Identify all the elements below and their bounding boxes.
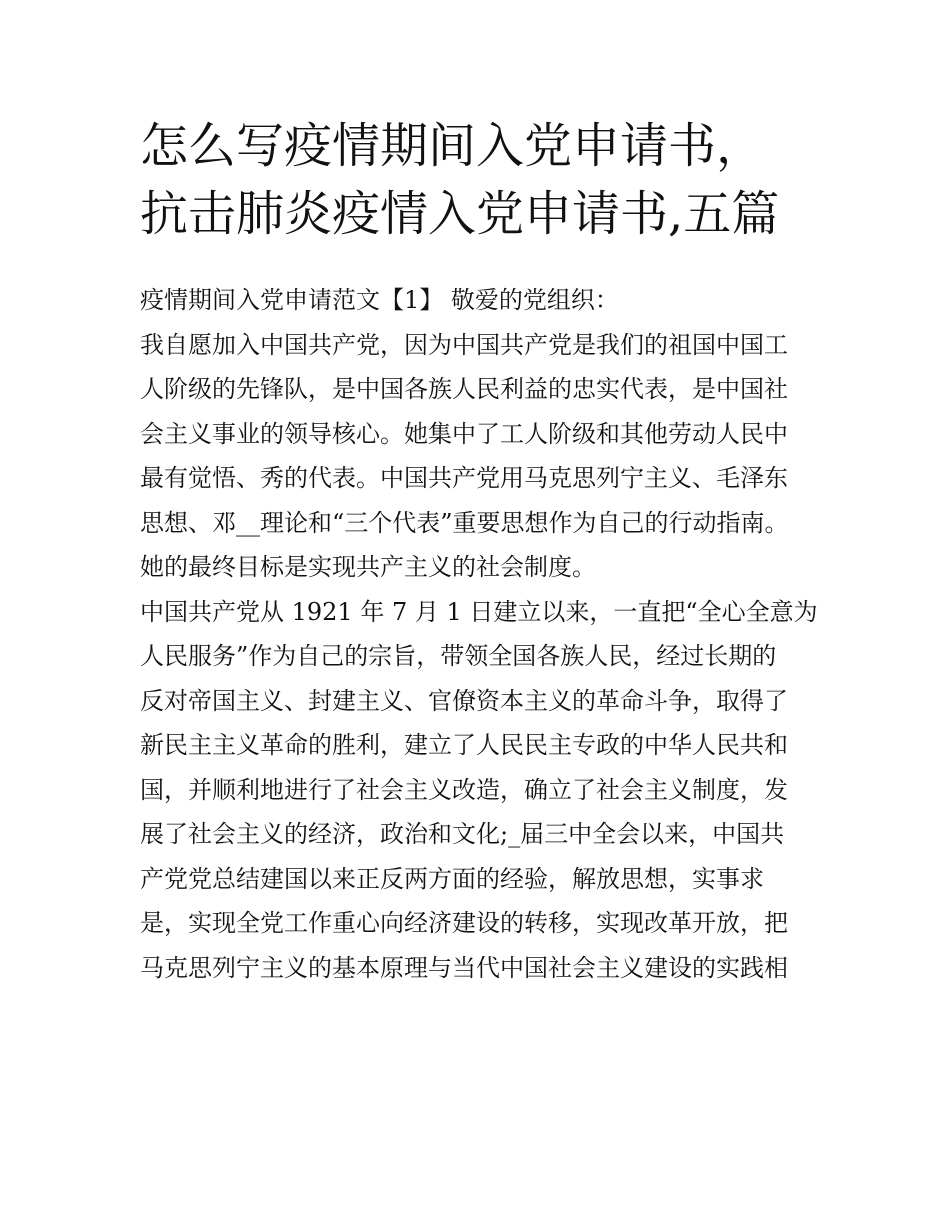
- text-line: 她的最终目标是实现共产主义的社会制度。: [140, 553, 596, 581]
- text-line: 会主义事业的领导核心。她集中了工人阶级和其他劳动人民中: [140, 419, 788, 448]
- text-line: 是，实现全党工作重心向经济建设的转移，实现改革开放，把: [140, 909, 788, 937]
- document-title: [140, 112, 840, 248]
- paragraph-1: [140, 323, 812, 590]
- text-line: 国，并顺利地进行了社会主义改造，确立了社会主义制度，发: [140, 775, 788, 804]
- text-line: 思想、邓__理论和“三个代表”重要思想作为自己的行动指南。: [140, 508, 789, 537]
- text-line: 马克思列宁主义的基本原理与当代中国社会主义建设的实践相: [140, 953, 788, 982]
- text-line: 我自愿加入中国共产党，因为中国共产党是我们的祖国中国工: [140, 330, 788, 359]
- text-line: 产党党总结建国以来正反两方面的经验，解放思想，实事求: [140, 864, 764, 893]
- text-line: 新民主主义革命的胜利，建立了人民民主专政的中华人民共和: [140, 731, 788, 759]
- document-body: [140, 278, 818, 990]
- paragraph-2: [140, 590, 818, 991]
- salutation-line: 疫情期间入党申请范文【1】 敬爱的党组织：: [140, 286, 619, 314]
- title-line-1: 怎么写疫情期间入党申请书，: [140, 118, 765, 174]
- title-line-2: 抗击肺炎疫情入党申请书,五篇: [140, 186, 780, 242]
- text-line: 中国共产党从 1921 年 7 月 1 日建立以来，一直把“全心全意为: [140, 597, 818, 626]
- text-line: 最有觉悟、秀的代表。中国共产党用马克思列宁主义、毛泽东: [140, 464, 788, 492]
- text-line: 人阶级的先锋队，是中国各族人民利益的忠实代表，是中国社: [140, 375, 788, 403]
- text-line: 展了社会主义的经济，政治和文化;_届三中全会以来，中国共: [140, 820, 785, 848]
- text-line: 反对帝国主义、封建主义、官僚资本主义的革命斗争，取得了: [140, 686, 788, 715]
- text-line: 人民服务”作为自己的宗旨，带领全国各族人民，经过长期的: [140, 642, 777, 670]
